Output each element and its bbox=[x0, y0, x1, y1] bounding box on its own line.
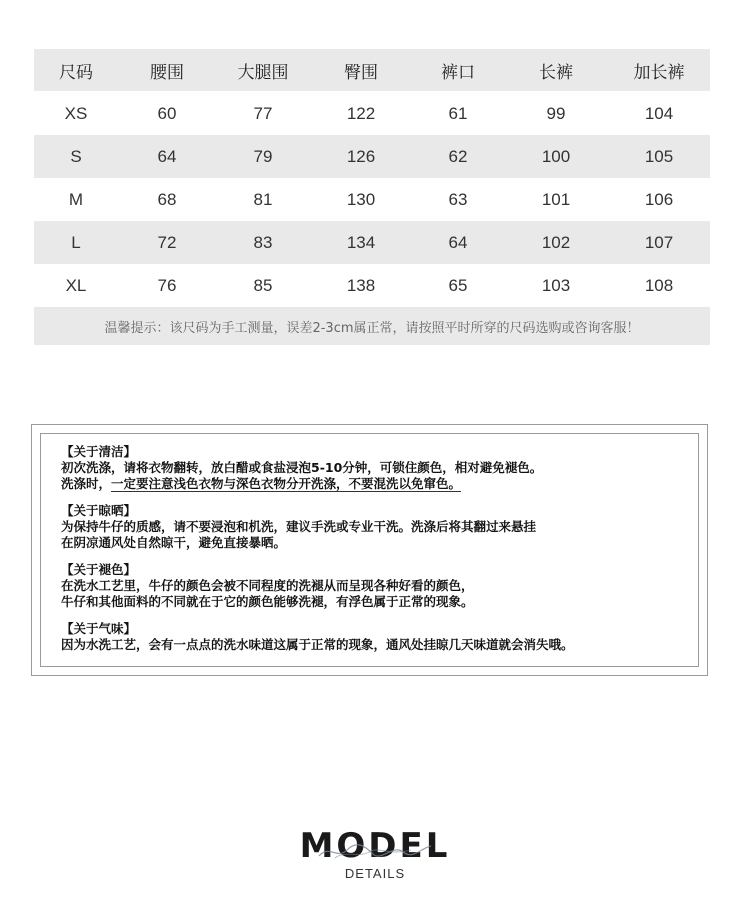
table-cell: 108 bbox=[644, 275, 674, 295]
section-text-lead: 洗涤时， bbox=[61, 476, 112, 491]
table-cell: 63 bbox=[448, 189, 468, 209]
header-size: 尺码 bbox=[59, 62, 93, 82]
section-title: 【关于气味】 bbox=[61, 621, 137, 636]
table-cell: 100 bbox=[541, 146, 571, 166]
section-text bbox=[61, 476, 698, 492]
table-cell: 107 bbox=[644, 232, 674, 252]
table-cell: 106 bbox=[644, 189, 674, 209]
table-cell: 62 bbox=[448, 146, 468, 166]
section-text: 在洗水工艺里，牛仔的颜色会被不同程度的洗褪从而呈现各种好看的颜色， bbox=[61, 578, 474, 593]
script-flourish-icon bbox=[315, 838, 435, 862]
table-cell: 101 bbox=[541, 189, 571, 209]
table-cell: 99 bbox=[546, 103, 566, 123]
section-text: 牛仔和其他面料的不同就在于它的颜色能够洗褪，有浮色属于正常的现象。 bbox=[61, 594, 474, 609]
size-cell: M bbox=[68, 189, 84, 209]
table-cell: 103 bbox=[541, 275, 571, 295]
header-hip: 臀围 bbox=[344, 62, 378, 82]
section-text: 因为水洗工艺，会有一点点的洗水味道这属于正常的现象，通风处挂晾几天味道就会消失哦。 bbox=[61, 637, 574, 652]
size-cell: XS bbox=[64, 103, 88, 123]
header-waist: 腰围 bbox=[150, 62, 184, 82]
table-row bbox=[34, 264, 710, 307]
section-title: 【关于晾晒】 bbox=[61, 503, 137, 518]
table-cell: 76 bbox=[157, 275, 177, 295]
table-cell: 85 bbox=[253, 275, 273, 295]
table-cell: 60 bbox=[157, 103, 177, 123]
care-instructions-inner-frame bbox=[40, 433, 699, 667]
section-text: 初次洗涤，请将衣物翻转，放白醋或食盐浸泡5-10分钟，可锁住颜色，相对避免褪色。 bbox=[61, 460, 543, 475]
table-row bbox=[34, 178, 710, 221]
table-cell: 64 bbox=[157, 146, 177, 166]
table-cell: 61 bbox=[448, 103, 468, 123]
model-subheading: DETAILS bbox=[344, 866, 406, 881]
section-title: 【关于清洁】 bbox=[61, 444, 137, 459]
table-cell: 72 bbox=[157, 232, 177, 252]
table-cell: 79 bbox=[253, 146, 273, 166]
header-long-length: 加长裤 bbox=[633, 62, 685, 82]
care-section-odor bbox=[61, 621, 698, 653]
table-cell: 81 bbox=[253, 189, 273, 209]
care-section-fading bbox=[61, 562, 698, 610]
table-cell: 126 bbox=[346, 146, 376, 166]
care-section-cleaning bbox=[61, 444, 698, 492]
size-cell: S bbox=[70, 146, 82, 166]
table-cell: 105 bbox=[644, 146, 674, 166]
care-instructions-box bbox=[31, 424, 708, 676]
size-note: 温馨提示：该尺码为手工测量，误差2-3cm属正常，请按照平时所穿的尺码选购或咨询客服！ bbox=[34, 307, 710, 345]
table-cell: 102 bbox=[541, 232, 571, 252]
size-table bbox=[34, 49, 710, 307]
table-cell: 83 bbox=[253, 232, 273, 252]
underlined-warning: 一定要注意浅色衣物与深色衣物分开洗涤，不要混洗以免窜色。 bbox=[111, 476, 462, 491]
table-cell: 64 bbox=[448, 232, 468, 252]
table-cell: 77 bbox=[253, 103, 273, 123]
table-cell: 130 bbox=[346, 189, 376, 209]
section-text: 为保持牛仔的质感，请不要浸泡和机洗，建议手洗或专业干洗。洗涤后将其翻过来悬挂 bbox=[61, 519, 537, 534]
table-cell: 134 bbox=[346, 232, 376, 252]
table-cell: 65 bbox=[448, 275, 468, 295]
table-cell: 122 bbox=[346, 103, 376, 123]
table-row bbox=[34, 221, 710, 264]
header-thigh: 大腿围 bbox=[237, 62, 289, 82]
table-row bbox=[34, 92, 710, 135]
section-title: 【关于褪色】 bbox=[61, 562, 137, 577]
table-cell: 138 bbox=[346, 275, 376, 295]
model-heading: MODEL bbox=[299, 826, 451, 866]
section-text: 在阴凉通风处自然晾干，避免直接暴晒。 bbox=[61, 535, 287, 550]
table-cell: 68 bbox=[157, 189, 177, 209]
care-section-drying bbox=[61, 503, 698, 551]
header-length: 长裤 bbox=[539, 62, 573, 82]
size-cell: L bbox=[71, 232, 81, 252]
table-cell: 104 bbox=[644, 103, 674, 123]
header-hem: 裤口 bbox=[441, 62, 475, 82]
table-row bbox=[34, 135, 710, 178]
size-table-header bbox=[34, 49, 710, 91]
size-cell: XL bbox=[65, 275, 87, 295]
